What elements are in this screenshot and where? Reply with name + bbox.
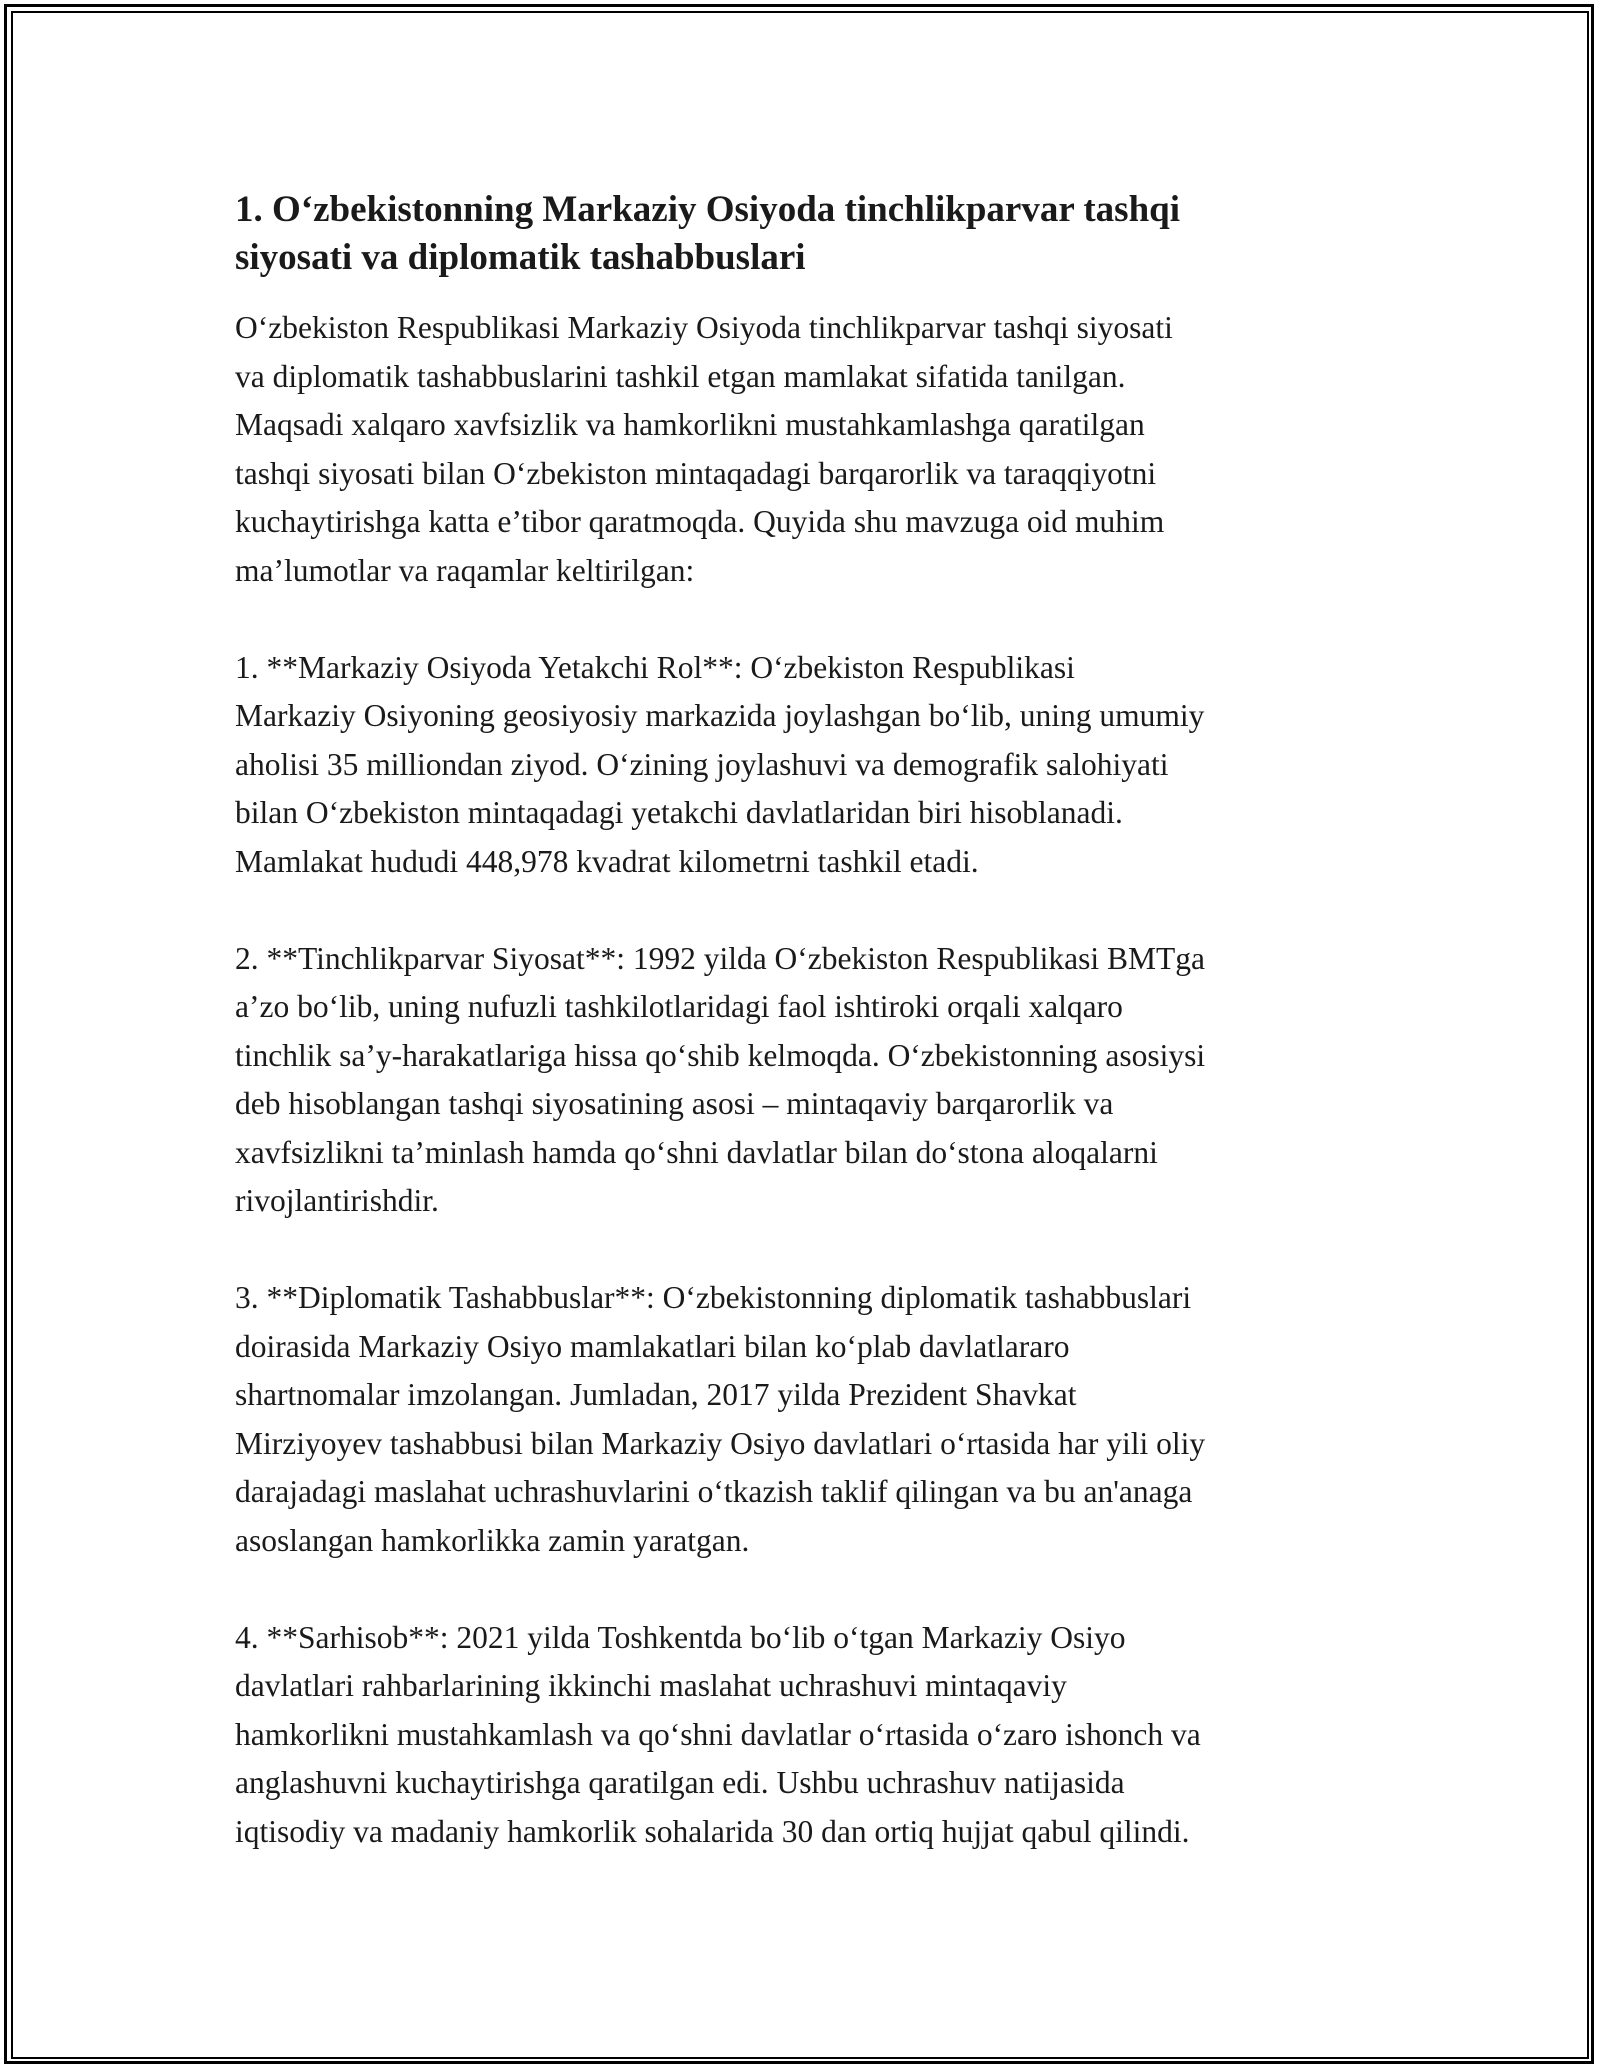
intro-paragraph: O‘zbekiston Respublikasi Markaziy Osiyoda tinchlikparvar tashqi siyosati va diplomatik tashabbuslarini tashkil etgan mamlakat sifatida tanilgan. Maqsadi xalqaro xavfsizlik va hamkorlikni mustahkamlashga qaratilgan tashqi siyosati bilan O‘zbekiston mintaqadagi barqarorlik va taraqqiyotni kuchaytirishga katta e’tibor qaratmoqda. Quyida shu mavzuga oid muhim ma’lumotlar va raqamlar keltirilgan: <box>235 310 1173 588</box>
document-title: 1. O‘zbekistonning Markaziy Osiyoda tinchlikparvar tashqi siyosati va diplomatik tashabbuslari <box>235 189 1180 278</box>
list-item: 2. **Tinchlikparvar Siyosat**: 1992 yilda O‘zbekiston Respublikasi BMTga a’zo bo‘lib, uning nufuzli tashkilotlaridagi faol ishtiroki orqali xalqaro tinchlik sa’y-harakatlariga hissa qo‘shib kelmoqda. O‘zbekistonning asosiysi deb hisoblangan tashqi siyosatining asosi – mintaqaviy barqarorlik va xavfsizlikni ta’minlash hamda qo‘shni davlatlar bilan do‘stona aloqalarni rivojlantirishdir. <box>235 940 1206 1218</box>
document-body <box>235 186 1375 1856</box>
list-item: 4. **Sarhisob**: 2021 yilda Toshkentda bo‘lib o‘tgan Markaziy Osiyo davlatlari rahbarlarining ikkinchi maslahat uchrashuvi mintaqaviy hamkorlikni mustahkamlash va qo‘shni davlatlar o‘rtasida o‘zaro ishonch va anglashuvni kuchaytirishga qaratilgan edi. Ushbu uchrashuv natijasida iqtisodiy va madaniy hamkorlik sohalarida 30 dan ortiq hujjat qabul qilindi. <box>235 1619 1201 1849</box>
list-item: 3. **Diplomatik Tashabbuslar**: O‘zbekistonning diplomatik tashabbuslari doirasida Markaziy Osiyo mamlakatlari bilan ko‘plab davlatlararo shartnomalar imzolangan. Jumladan, 2017 yilda Prezident Shavkat Mirziyoyev tashabbusi bilan Markaziy Osiyo davlatlari o‘rtasida har yili oliy darajadagi maslahat uchrashuvlarini o‘tkazish taklif qilingan va bu an'anaga asoslangan hamkorlikka zamin yaratgan. <box>235 1280 1206 1558</box>
list-item: 1. **Markaziy Osiyoda Yetakchi Rol**: O‘zbekiston Respublikasi Markaziy Osiyoning geosiyosiy markazida joylashgan bo‘lib, uning umumiy aholisi 35 milliondan ziyod. O‘zining joylashuvi va demografik salohiyati bilan O‘zbekiston mintaqadagi yetakchi davlatlaridan biri hisoblanadi. Mamlakat hududi 448,978 kvadrat kilometrni tashkil etadi. <box>235 649 1205 879</box>
